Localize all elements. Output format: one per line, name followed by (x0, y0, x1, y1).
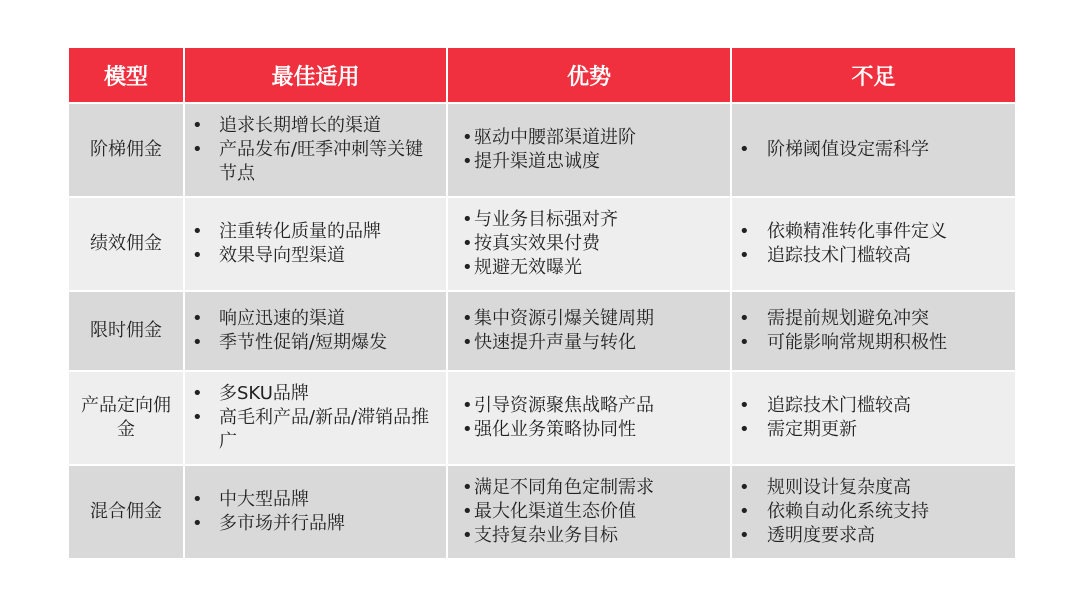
table-body (69, 103, 1015, 558)
list-item: • 阶梯阈值设定需科学 (739, 138, 1015, 162)
list-item: • 提升渠道忠诚度 (462, 150, 730, 174)
disadvantages-cell (731, 465, 1015, 558)
list-item: • 依赖精准转化事件定义 (739, 220, 1015, 244)
best-fit-cell (184, 103, 447, 197)
best-fit-cell (184, 197, 447, 291)
list-item: • 快速提升声量与转化 (462, 331, 730, 355)
list-item: • 按真实效果付费 (462, 232, 730, 256)
advantages-list (448, 476, 730, 548)
advantages-cell (447, 465, 731, 558)
list-item: • 强化业务策略协同性 (462, 418, 730, 442)
disadvantages-list (732, 220, 1015, 268)
list-item: • 需定期更新 (739, 418, 1015, 442)
list-item: • 满足不同角色定制需求 (462, 476, 730, 500)
header-advantages: 优势 (447, 48, 731, 103)
table-row (69, 465, 1015, 558)
model-cell: 混合佣金 (69, 465, 184, 558)
list-item: • 多SKU品牌 (192, 382, 434, 406)
list-item: • 与业务目标强对齐 (462, 208, 730, 232)
list-item: • 效果导向型渠道 (192, 244, 434, 268)
list-item: • 驱动中腰部渠道进阶 (462, 126, 730, 150)
best-fit-list (185, 307, 446, 355)
disadvantages-cell (731, 103, 1015, 197)
advantages-list (448, 208, 730, 280)
disadvantages-cell (731, 197, 1015, 291)
list-item: • 规则设计复杂度高 (739, 476, 1015, 500)
advantages-cell (447, 371, 731, 465)
disadvantages-cell (731, 371, 1015, 465)
table-row (69, 371, 1015, 465)
advantages-cell (447, 197, 731, 291)
list-item: • 追求长期增长的渠道 (192, 114, 434, 138)
header-best-fit: 最佳适用 (184, 48, 447, 103)
advantages-list (448, 126, 730, 174)
model-cell: 产品定向佣金 (69, 371, 184, 465)
disadvantages-list (732, 394, 1015, 442)
list-item: • 需提前规划避免冲突 (739, 307, 1015, 331)
model-cell: 限时佣金 (69, 291, 184, 371)
best-fit-list (185, 488, 446, 536)
header-disadvantages: 不足 (731, 48, 1015, 103)
header-model: 模型 (69, 48, 184, 103)
list-item: • 产品发布/旺季冲刺等关键节点 (192, 138, 434, 186)
table-row (69, 291, 1015, 371)
list-item: • 追踪技术门槛较高 (739, 394, 1015, 418)
best-fit-list (185, 220, 446, 268)
list-item: • 最大化渠道生态价值 (462, 500, 730, 524)
disadvantages-list (732, 476, 1015, 548)
disadvantages-list (732, 138, 1015, 162)
list-item: • 季节性促销/短期爆发 (192, 331, 434, 355)
table-header (69, 48, 1015, 103)
list-item: • 规避无效曝光 (462, 256, 730, 280)
model-cell: 阶梯佣金 (69, 103, 184, 197)
list-item: • 注重转化质量的品牌 (192, 220, 434, 244)
disadvantages-list (732, 307, 1015, 355)
list-item: • 可能影响常规期积极性 (739, 331, 1015, 355)
advantages-list (448, 394, 730, 442)
model-cell: 绩效佣金 (69, 197, 184, 291)
list-item: • 追踪技术门槛较高 (739, 244, 1015, 268)
list-item: • 透明度要求高 (739, 524, 1015, 548)
best-fit-cell (184, 291, 447, 371)
list-item: • 引导资源聚焦战略产品 (462, 394, 730, 418)
commission-comparison-table (69, 48, 1015, 558)
advantages-list (448, 307, 730, 355)
advantages-cell (447, 103, 731, 197)
advantages-cell (447, 291, 731, 371)
best-fit-cell (184, 465, 447, 558)
disadvantages-cell (731, 291, 1015, 371)
table-row (69, 103, 1015, 197)
best-fit-list (185, 114, 446, 186)
best-fit-cell (184, 371, 447, 465)
list-item: • 中大型品牌 (192, 488, 434, 512)
list-item: • 响应迅速的渠道 (192, 307, 434, 331)
best-fit-list (185, 382, 446, 454)
table-row (69, 197, 1015, 291)
list-item: • 多市场并行品牌 (192, 512, 434, 536)
list-item: • 集中资源引爆关键周期 (462, 307, 730, 331)
list-item: • 依赖自动化系统支持 (739, 500, 1015, 524)
list-item: • 支持复杂业务目标 (462, 524, 730, 548)
header-row (69, 48, 1015, 103)
list-item: • 高毛利产品/新品/滞销品推广 (192, 406, 434, 454)
